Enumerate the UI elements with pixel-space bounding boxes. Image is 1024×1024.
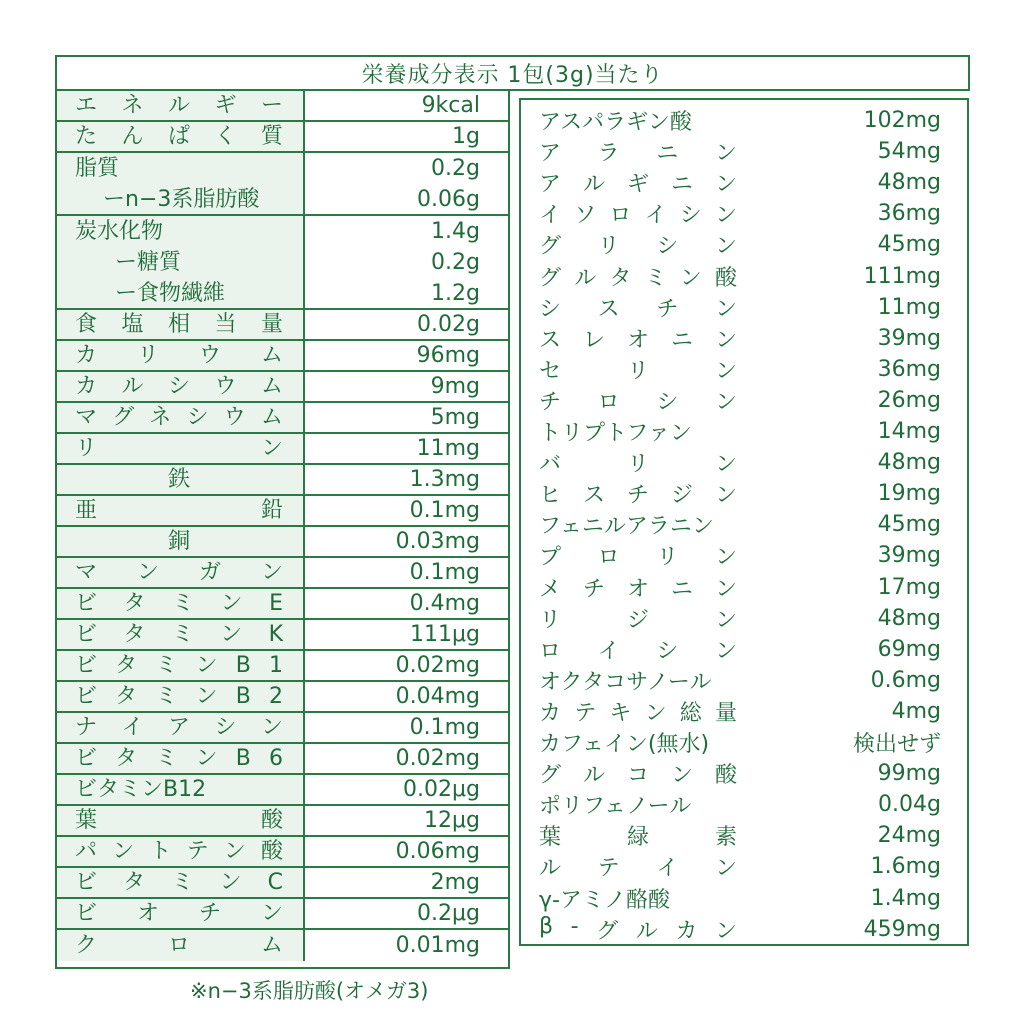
nutrient-name: [57, 341, 305, 370]
nutrient-name: [57, 527, 305, 556]
component-value: 45mg: [877, 512, 941, 538]
nutrient-row: [57, 341, 508, 372]
component-row: [521, 447, 967, 478]
nutrient-label: 炭水化物: [75, 218, 164, 244]
nutrition-table-right: [519, 98, 969, 946]
nutrient-label: パ ン ト テ ン 酸: [75, 839, 283, 864]
nutrient-name: [57, 310, 305, 339]
nutrient-label: ビ タ ミ ン B 2: [75, 684, 283, 709]
nutrient-row: [57, 216, 508, 310]
nutrient-value: [305, 465, 508, 494]
nutrient-row: [57, 496, 508, 527]
nutrient-name: [57, 122, 305, 151]
nutrient-name: [57, 496, 305, 525]
component-value: 14mg: [877, 419, 941, 444]
nutrient-value: [305, 620, 508, 649]
component-name: カ テ キ ン 総 量: [539, 700, 737, 726]
nutrient-name: [57, 930, 305, 961]
nutrient-value: [305, 153, 508, 214]
component-row: [521, 167, 967, 198]
nutrient-amount: 1.4g: [431, 218, 480, 244]
nutrient-label: 脂質: [75, 155, 120, 181]
nutrient-label: ー糖質: [115, 249, 182, 275]
component-name: オクタコサノール: [539, 669, 712, 695]
component-row: [521, 478, 967, 509]
nutrient-name: [57, 91, 305, 120]
component-row: [521, 509, 967, 540]
nutrient-amount: 11mg: [416, 436, 480, 461]
nutrient-amount: 1.3mg: [409, 467, 480, 492]
nutrient-amount: 12μg: [424, 808, 480, 833]
nutrient-label: カ リ ウ ム: [75, 343, 283, 368]
component-row: [521, 323, 967, 354]
nutrient-amount: 111μg: [410, 622, 480, 647]
component-value: 48mg: [877, 450, 941, 476]
table-title: [55, 55, 970, 91]
nutrient-row: [57, 403, 508, 434]
nutrient-value: [305, 372, 508, 401]
component-row: [521, 665, 967, 696]
nutrient-name: [57, 589, 305, 618]
component-name: γ-アミノ酪酸: [539, 887, 670, 913]
nutrient-row: [57, 527, 508, 558]
nutrient-value: [305, 806, 508, 835]
nutrient-value: [305, 558, 508, 587]
nutrient-amount: 0.03mg: [395, 529, 480, 554]
component-name: 葉 緑 素: [539, 825, 737, 851]
nutrient-name: [57, 682, 305, 711]
nutrient-name: [57, 899, 305, 928]
component-value: 11mg: [877, 294, 941, 320]
nutrient-value: [305, 527, 508, 556]
component-name: グ リ シ ン: [539, 234, 737, 260]
component-name: トリプトファン: [539, 421, 692, 446]
nutrient-label: た ん ぱ く 質: [75, 124, 283, 149]
nutrient-name: [57, 558, 305, 587]
nutrient-name: [57, 403, 305, 432]
nutrient-amount: 0.06g: [417, 186, 480, 212]
nutrient-row: [57, 122, 508, 153]
nutrient-row: [57, 558, 508, 589]
component-name: アスパラギン酸: [539, 110, 692, 135]
nutrient-label: ビ オ チ ン: [75, 901, 283, 926]
nutrient-name: [57, 775, 305, 804]
component-value: 4mg: [891, 698, 941, 724]
nutrient-amount: 0.2μg: [417, 901, 480, 926]
nutrient-label: ビ タ ミ ン C: [75, 870, 283, 895]
nutrient-amount: 0.06mg: [395, 839, 480, 864]
component-name: イ ソ ロ イ シ ン: [539, 203, 737, 229]
component-row: [521, 572, 967, 603]
title-text: 栄養成分表示 1包(3g)当たり: [361, 62, 664, 88]
component-value: 36mg: [877, 201, 941, 227]
nutrient-name: [57, 868, 305, 897]
nutrient-row: [57, 310, 508, 341]
nutrient-row: [57, 91, 508, 122]
component-value: 54mg: [877, 139, 941, 165]
nutrient-value: [305, 91, 508, 120]
nutrient-name: [57, 713, 305, 742]
nutrient-label: マ ン ガ ン: [75, 560, 283, 585]
nutrient-value: [305, 899, 508, 928]
nutrient-row: [57, 589, 508, 620]
nutrient-name: [57, 651, 305, 680]
nutrient-value: [305, 868, 508, 897]
nutrient-amount: 0.1mg: [409, 715, 480, 740]
nutrient-name: [57, 153, 305, 214]
nutrient-value: [305, 122, 508, 151]
nutrient-amount: 2mg: [430, 870, 480, 895]
nutrient-name: [57, 744, 305, 773]
nutrient-value: [305, 837, 508, 866]
nutrient-row: [57, 682, 508, 713]
component-value: 39mg: [877, 543, 941, 569]
nutrient-value: [305, 775, 508, 804]
nutrient-row: [57, 744, 508, 775]
nutrient-value: [305, 496, 508, 525]
nutrient-name: [57, 216, 305, 308]
nutrient-row: [57, 775, 508, 806]
nutrient-row: [57, 713, 508, 744]
nutrient-value: [305, 216, 508, 308]
component-row: [521, 105, 967, 136]
component-row: [521, 851, 967, 882]
component-row: [521, 229, 967, 260]
component-row: [521, 198, 967, 229]
nutrient-row: [57, 372, 508, 403]
nutrient-amount: 5mg: [430, 405, 480, 430]
component-value: 26mg: [877, 387, 941, 413]
nutrient-label: ビタミンB12: [75, 777, 207, 802]
component-row: [521, 789, 967, 820]
component-value: 検出せず: [852, 732, 941, 757]
nutrient-name: [57, 837, 305, 866]
component-row: [521, 416, 967, 447]
component-name: プ ロ リ ン: [539, 545, 737, 571]
nutrient-value: [305, 589, 508, 618]
nutrient-row: [57, 806, 508, 837]
nutrient-row: [57, 930, 508, 961]
footnote: ※n−3系脂肪酸(オメガ3): [190, 979, 429, 1003]
nutrient-amount: 0.02mg: [395, 746, 480, 771]
nutrient-amount: 0.1mg: [409, 498, 480, 523]
component-value: 24mg: [877, 823, 941, 849]
nutrient-label: ビ タ ミ ン B 1: [75, 653, 283, 678]
nutrient-amount: 0.4mg: [409, 591, 480, 616]
nutrient-value: [305, 403, 508, 432]
nutrition-table-left: [55, 91, 510, 969]
component-name: ロ イ シ ン: [539, 638, 737, 664]
nutrient-label: 葉 酸: [75, 808, 283, 833]
nutrient-label: 食 塩 相 当 量: [75, 312, 283, 337]
nutrient-value: [305, 651, 508, 680]
nutrient-amount: 0.02g: [417, 312, 480, 337]
component-value: 111mg: [863, 263, 941, 289]
nutrient-value: [305, 341, 508, 370]
nutrient-value: [305, 930, 508, 961]
component-row: [521, 385, 967, 416]
component-name: セ リ ン: [539, 358, 737, 384]
nutrient-amount: 0.2g: [431, 155, 480, 181]
nutrient-value: [305, 682, 508, 711]
nutrient-value: [305, 310, 508, 339]
nutrient-amount: 0.04mg: [395, 684, 480, 709]
component-name: リ ジ ン: [539, 607, 737, 633]
nutrient-amount: 9mg: [430, 374, 480, 399]
component-name: バ リ ン: [539, 452, 737, 478]
component-value: 1.4mg: [870, 885, 941, 911]
component-row: [521, 540, 967, 571]
component-name: ス レ オ ニ ン: [539, 327, 737, 353]
component-value: 99mg: [877, 761, 941, 787]
component-value: 0.6mg: [870, 667, 941, 693]
nutrient-name: [57, 806, 305, 835]
nutrient-amount: 0.2g: [431, 249, 480, 275]
nutrient-label: ナ イ ア シ ン: [75, 715, 283, 740]
component-name: メ チ オ ニ ン: [539, 576, 737, 602]
nutrient-label: ク ロ ム: [75, 933, 283, 958]
component-row: [521, 727, 967, 758]
nutrient-amount: 1.2g: [431, 280, 480, 306]
nutrient-name: [57, 434, 305, 463]
component-value: 459mg: [863, 916, 941, 942]
nutrient-amount: 96mg: [416, 343, 480, 368]
nutrient-row: [57, 465, 508, 496]
nutrient-value: [305, 434, 508, 463]
nutrient-row: [57, 837, 508, 868]
nutrient-label: 銅: [167, 529, 190, 554]
nutrient-name: [57, 465, 305, 494]
nutrient-label: ーn−3系脂肪酸: [103, 186, 260, 212]
nutrient-amount: 1g: [452, 124, 480, 149]
component-value: 69mg: [877, 636, 941, 662]
component-name: フェニルアラニン: [539, 514, 714, 540]
component-name: グ ル コ ン 酸: [539, 763, 737, 789]
component-value: 48mg: [877, 170, 941, 196]
component-value: 19mg: [877, 481, 941, 507]
component-row: [521, 696, 967, 727]
component-row: [521, 883, 967, 914]
component-row: [521, 914, 967, 945]
component-value: 17mg: [877, 574, 941, 600]
component-row: [521, 820, 967, 851]
component-value: 36mg: [877, 356, 941, 382]
nutrient-name: [57, 372, 305, 401]
component-value: 39mg: [877, 325, 941, 351]
nutrient-row: [57, 434, 508, 465]
nutrient-label: ビ タ ミ ン E: [75, 591, 283, 616]
nutrient-label: 鉄: [167, 467, 190, 492]
nutrient-amount: 0.1mg: [409, 560, 480, 585]
component-value: 1.6mg: [870, 854, 941, 880]
nutrient-amount: 0.01mg: [395, 933, 480, 958]
nutrient-label: ビ タ ミ ン B 6: [75, 746, 283, 771]
component-row: [521, 292, 967, 323]
component-name: チ ロ シ ン: [539, 389, 737, 415]
component-value: 102mg: [863, 108, 941, 133]
nutrient-amount: 0.02mg: [395, 653, 480, 678]
component-value: 45mg: [877, 232, 941, 258]
nutrient-row: [57, 868, 508, 899]
nutrient-value: [305, 713, 508, 742]
component-name: ル テ イ ン: [539, 856, 737, 882]
nutrient-label: リ ン: [75, 436, 283, 461]
component-name: β - グ ル カ ン: [539, 913, 737, 944]
component-row: [521, 758, 967, 789]
component-name: ア ラ ニ ン: [539, 141, 737, 167]
component-name: グ ル タ ミ ン 酸: [539, 265, 737, 291]
component-name: ヒ ス チ ジ ン: [539, 483, 737, 509]
nutrient-value: [305, 744, 508, 773]
nutrient-label: 亜 鉛: [75, 498, 283, 523]
component-name: シ ス チ ン: [539, 296, 737, 322]
nutrient-name: [57, 620, 305, 649]
nutrient-row: [57, 620, 508, 651]
component-row: [521, 261, 967, 292]
nutrient-amount: 9kcal: [421, 93, 480, 118]
nutrient-row: [57, 153, 508, 216]
component-row: [521, 634, 967, 665]
nutrient-row: [57, 899, 508, 930]
nutrient-row: [57, 651, 508, 682]
nutrient-label: カ ル シ ウ ム: [75, 374, 283, 399]
component-row: [521, 354, 967, 385]
nutrient-label: エ ネ ル ギ ー: [75, 93, 283, 118]
nutrient-label: ー食物繊維: [115, 280, 226, 306]
component-name: カフェイン(無水): [539, 732, 710, 757]
component-name: ア ル ギ ニ ン: [539, 172, 737, 198]
component-name: ポリフェノール: [539, 794, 692, 820]
component-value: 48mg: [877, 605, 941, 631]
component-row: [521, 603, 967, 634]
nutrient-amount: 0.02μg: [403, 777, 480, 802]
component-row: [521, 136, 967, 167]
component-value: 0.04g: [878, 792, 941, 818]
nutrient-label: ビ タ ミ ン K: [75, 622, 283, 647]
nutrient-label: マ グ ネ シ ウ ム: [75, 405, 283, 430]
